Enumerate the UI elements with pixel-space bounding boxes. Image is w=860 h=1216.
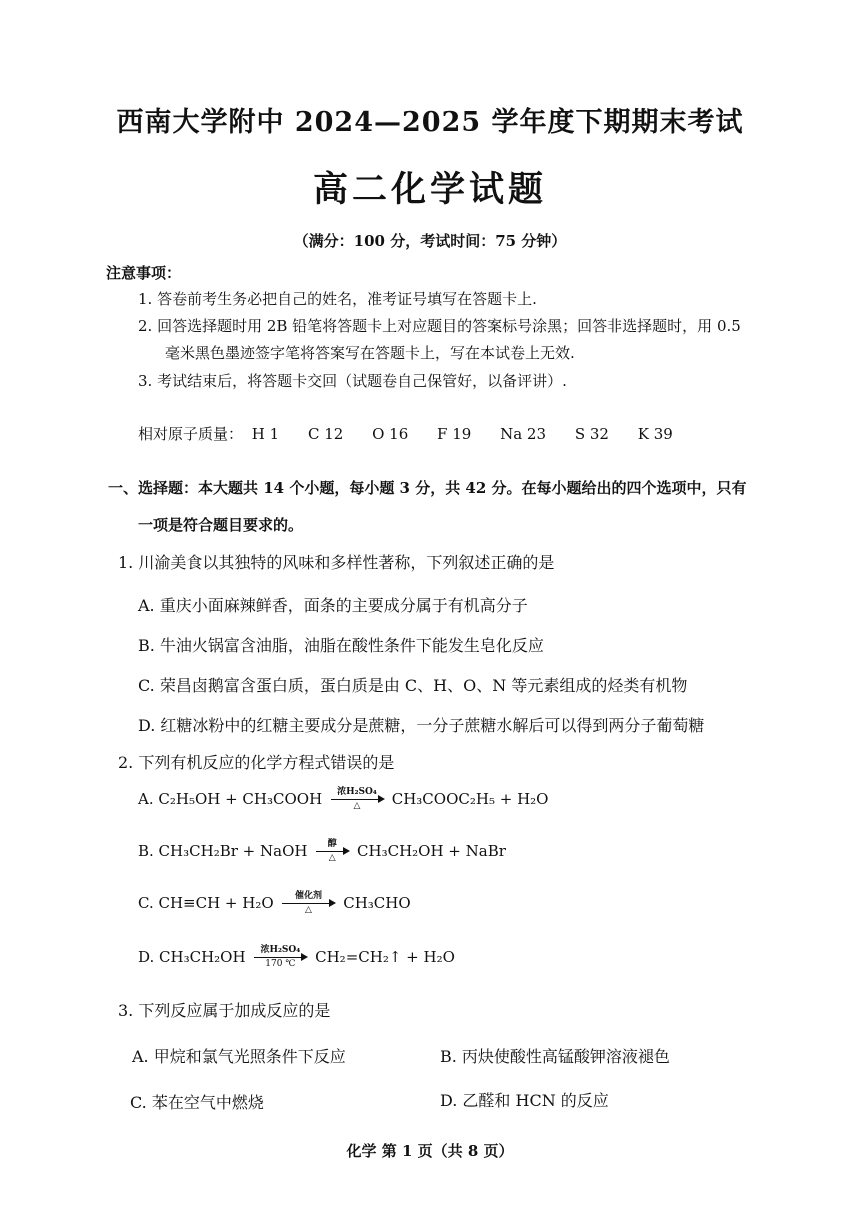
notice-item: 毫米黑色墨迹签字笔将答案写在答题卡上，写在本试卷上无效. <box>165 344 575 362</box>
reaction-condition-above: 催化剂 <box>294 891 322 901</box>
question-1-option-a: A. 重庆小面麻辣鲜香，面条的主要成分属于有机高分子 <box>138 596 528 615</box>
equation-rhs: CH₃COOC₂H₅ + H₂O <box>391 790 549 808</box>
subject-title: 高二化学试题 <box>312 169 547 210</box>
notice-heading: 注意事项： <box>106 264 182 282</box>
reaction-condition-below: 170 ℃ <box>265 959 296 969</box>
equation-rhs: CH₂=CH₂↑ + H₂O <box>315 948 455 966</box>
question-3-option-a: A. 甲烷和氯气光照条件下反应 <box>132 1047 346 1066</box>
atomic-mass: S 32 <box>574 425 609 443</box>
atomic-mass: Na 23 <box>500 425 547 443</box>
atomic-masses-label: 相对原子质量： <box>138 425 244 443</box>
reaction-condition-above: 醇 <box>327 839 337 849</box>
question-2-stem: 2. 下列有机反应的化学方程式错误的是 <box>118 753 395 772</box>
reaction-arrow <box>331 786 383 814</box>
question-1-option-d: D. 红糖冰粉中的红糖主要成分是蔗糖，一分子蔗糖水解后可以得到两分子葡萄糖 <box>138 716 705 735</box>
notice-item: 1. 答卷前考生务必把自己的姓名，准考证号填写在答题卡上. <box>138 290 537 308</box>
question-2-option-a <box>138 786 548 814</box>
atomic-mass: F 19 <box>437 425 472 443</box>
section-heading-cont: 一项是符合题目要求的。 <box>138 516 304 534</box>
atomic-mass: H 1 <box>251 425 280 443</box>
question-3-option-c: C. 苯在空气中燃烧 <box>130 1093 264 1112</box>
reaction-arrow <box>316 838 348 866</box>
notice-item: 3. 考试结束后，将答题卡交回（试题卷自己保管好，以备评讲）. <box>138 372 567 390</box>
equation-lhs: A. C₂H₅OH + CH₃COOH <box>138 790 323 808</box>
question-2-option-d <box>138 944 455 972</box>
page-footer: 化学 第 1 页（共 8 页） <box>346 1142 514 1160</box>
equation-lhs: B. CH₃CH₂Br + NaOH <box>138 842 308 860</box>
atomic-masses <box>138 423 697 444</box>
section-heading: 一、选择题：本大题共 14 个小题，每小题 3 分，共 42 分。在每小题给出的四个选项中，只有 <box>108 479 747 497</box>
equation-rhs: CH₃CH₂OH + NaBr <box>357 842 506 860</box>
reaction-condition-below: △ <box>304 905 312 915</box>
exam-title: 西南大学附中 2024—2025 学年度下期期末考试 <box>116 107 744 138</box>
reaction-condition-below: △ <box>328 853 336 863</box>
equation-rhs: CH₃CHO <box>343 894 411 912</box>
atomic-mass: K 39 <box>637 425 673 443</box>
equation-lhs: C. CH≡CH + H₂O <box>138 894 274 912</box>
reaction-condition-above: 浓H₂SO₄ <box>337 787 377 797</box>
notice-item: 2. 回答选择题时用 2B 铅笔将答题卡上对应题目的答案标号涂黑；回答非选择题时，用 0.5 <box>138 317 741 335</box>
equation-lhs: D. CH₃CH₂OH <box>138 948 246 966</box>
atomic-mass: C 12 <box>307 425 344 443</box>
reaction-condition-below: △ <box>353 801 361 811</box>
question-3-stem: 3. 下列反应属于加成反应的是 <box>118 1001 331 1020</box>
question-2-option-c <box>138 890 411 918</box>
question-1-stem: 1. 川渝美食以其独特的风味和多样性著称，下列叙述正确的是 <box>118 553 555 572</box>
atomic-mass: O 16 <box>372 425 409 443</box>
question-3-option-d: D. 乙醛和 HCN 的反应 <box>440 1091 609 1110</box>
question-3-option-b: B. 丙炔使酸性高锰酸钾溶液褪色 <box>440 1047 670 1066</box>
reaction-arrow <box>254 944 306 972</box>
question-1-option-b: B. 牛油火锅富含油脂，油脂在酸性条件下能发生皂化反应 <box>138 636 544 655</box>
exam-subtitle: （满分：100 分，考试时间：75 分钟） <box>293 232 567 250</box>
question-2-option-b <box>138 838 506 866</box>
reaction-condition-above: 浓H₂SO₄ <box>260 945 301 955</box>
question-1-option-c: C. 荣昌卤鹅富含蛋白质，蛋白质是由 C、H、O、N 等元素组成的烃类有机物 <box>138 676 688 695</box>
reaction-arrow <box>282 890 334 918</box>
